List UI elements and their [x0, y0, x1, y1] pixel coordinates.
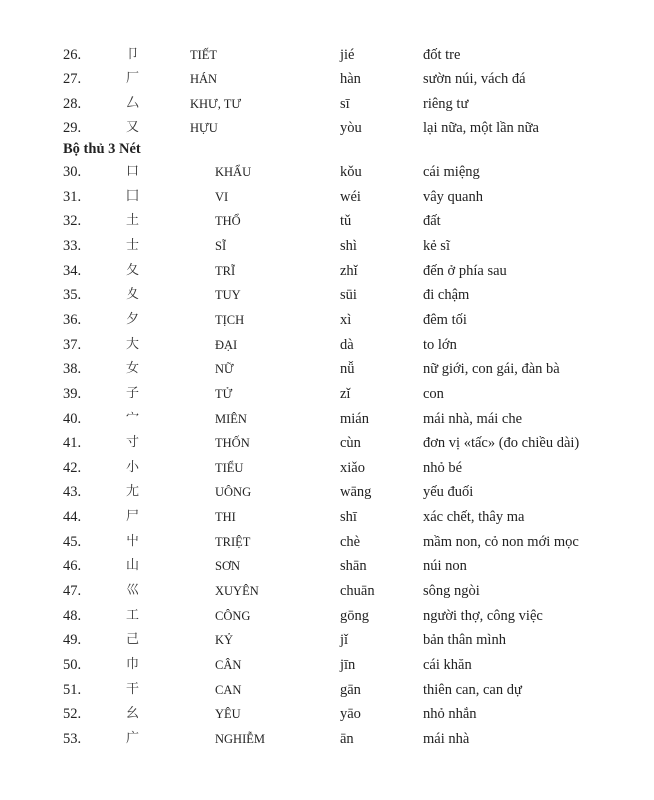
radical-meaning: đi chậm	[423, 287, 470, 304]
radical-number: 43.	[63, 484, 82, 501]
radical-sino-vietnamese-name: TRIỆT	[215, 534, 251, 549]
radical-meaning: vây quanh	[423, 188, 483, 205]
radical-pinyin: sī	[340, 95, 350, 112]
radical-number: 39.	[63, 385, 82, 402]
radical-row	[0, 67, 654, 91]
radical-number: 42.	[63, 459, 82, 476]
radical-meaning: sườn núi, vách đá	[423, 71, 526, 88]
radical-row	[0, 160, 654, 184]
radical-pinyin: kǒu	[340, 164, 362, 180]
radical-character: 厂	[126, 71, 140, 87]
radical-number: 50.	[63, 657, 82, 673]
radical-number: 37.	[63, 336, 82, 353]
radical-character: 囗	[126, 188, 140, 204]
radical-sino-vietnamese-name: MIÊN	[215, 411, 247, 426]
radical-meaning: to lớn	[423, 336, 457, 353]
radical-meaning: mầm non, cỏ non mới mọc	[423, 533, 579, 550]
radical-pinyin: xiǎo	[340, 459, 365, 476]
radical-character: 己	[126, 632, 140, 648]
radical-number: 44.	[63, 509, 82, 526]
radical-character: 夊	[126, 287, 140, 303]
radical-character: 巛	[126, 583, 140, 599]
radical-sino-vietnamese-name: NGHIỄM	[215, 731, 265, 746]
radical-character: 又	[126, 120, 140, 136]
radical-meaning: sông ngòi	[423, 583, 480, 600]
radical-row	[0, 480, 654, 504]
radical-pinyin: wéi	[340, 188, 361, 205]
radical-number: 34.	[63, 262, 82, 279]
radical-row	[0, 185, 654, 209]
radical-sino-vietnamese-name: TỊCH	[215, 312, 245, 327]
radical-row	[0, 407, 654, 431]
radical-pinyin: gān	[340, 681, 361, 698]
radical-row	[0, 727, 654, 751]
radical-meaning: thiên can, can dự	[423, 681, 522, 698]
radical-pinyin: shī	[340, 509, 357, 526]
section-heading: Bộ thủ 3 Nét	[63, 141, 141, 157]
radical-meaning: núi non	[423, 558, 467, 575]
radical-meaning: cái khăn	[423, 657, 472, 673]
radical-pinyin: jīn	[340, 657, 356, 673]
radical-character: 干	[126, 681, 140, 697]
radical-sino-vietnamese-name: ĐẠI	[215, 337, 238, 352]
radical-pinyin: jié	[340, 47, 355, 63]
radical-sino-vietnamese-name: CÂN	[215, 658, 242, 672]
radical-number: 52.	[63, 706, 82, 723]
radical-sino-vietnamese-name: TIỂU	[215, 460, 244, 475]
radical-number: 46.	[63, 558, 82, 575]
radical-character: 土	[126, 213, 140, 229]
radical-pinyin: chè	[340, 533, 361, 550]
radical-row	[0, 43, 654, 67]
radical-number: 53.	[63, 730, 82, 747]
radical-pinyin: nǚ	[340, 361, 355, 378]
radical-number: 35.	[63, 287, 82, 304]
radical-character: 幺	[126, 706, 140, 722]
radical-sino-vietnamese-name: KHƯ, TƯ	[190, 96, 242, 111]
radical-character: 卩	[126, 47, 140, 62]
radical-sino-vietnamese-name: THỔ	[215, 214, 241, 229]
radical-meaning: đốt tre	[423, 47, 461, 63]
radical-pinyin: jǐ	[340, 632, 349, 649]
radical-number: 45.	[63, 533, 82, 550]
radical-pinyin: tǔ	[340, 213, 352, 230]
radical-pinyin: yāo	[340, 706, 361, 723]
radical-row	[0, 702, 654, 726]
radical-row	[0, 456, 654, 480]
radical-row	[0, 333, 654, 357]
radical-row	[0, 92, 654, 116]
radical-pinyin: yòu	[340, 120, 362, 137]
radical-row	[0, 604, 654, 628]
radical-meaning: mái nhà	[423, 730, 470, 747]
radical-sino-vietnamese-name: THI	[215, 510, 236, 525]
radical-sino-vietnamese-name: THỐN	[215, 436, 250, 451]
radical-sino-vietnamese-name: CÔNG	[215, 608, 251, 623]
radical-row	[0, 628, 654, 652]
radical-character: 小	[126, 459, 140, 475]
radical-number: 29.	[63, 120, 82, 137]
radical-character: 子	[126, 385, 140, 401]
radical-meaning: người thợ, công việc	[423, 607, 543, 624]
radical-sino-vietnamese-name: TIẾT	[190, 48, 218, 62]
radical-meaning: cái miệng	[423, 164, 480, 180]
radical-sino-vietnamese-name: KHẨU	[215, 165, 252, 179]
radical-sino-vietnamese-name: KỶ	[215, 633, 234, 648]
radical-sino-vietnamese-name: HỰU	[190, 121, 218, 136]
radical-pinyin: cùn	[340, 435, 361, 452]
radical-number: 48.	[63, 607, 82, 624]
radical-character: 女	[126, 361, 140, 377]
radical-sino-vietnamese-name: CAN	[215, 682, 242, 697]
radical-meaning: đất	[423, 213, 441, 230]
radical-pinyin: shān	[340, 558, 367, 575]
radical-meaning: xác chết, thây ma	[423, 509, 525, 526]
radical-pinyin: zǐ	[340, 385, 351, 402]
radical-number: 47.	[63, 583, 82, 600]
radical-sino-vietnamese-name: NỮ	[215, 362, 234, 377]
radical-character: 巾	[126, 657, 140, 672]
radical-character: 夂	[126, 262, 140, 278]
radical-number: 26.	[63, 47, 82, 63]
radical-row	[0, 505, 654, 529]
radical-pinyin: zhǐ	[340, 262, 358, 279]
radical-sino-vietnamese-name: YÊU	[215, 707, 241, 722]
radical-meaning: mái nhà, mái che	[423, 410, 523, 427]
radical-character: 山	[126, 558, 140, 574]
radical-sino-vietnamese-name: SƠN	[215, 559, 241, 574]
radical-pinyin: mián	[340, 410, 369, 427]
radical-sino-vietnamese-name: VI	[215, 189, 229, 204]
radical-row	[0, 283, 654, 307]
radical-character: 大	[126, 336, 140, 352]
radical-row	[0, 357, 654, 381]
radical-pinyin: gōng	[340, 607, 369, 624]
radical-meaning: đơn vị «tấc» (đo chiều dài)	[423, 435, 580, 452]
radical-row	[0, 234, 654, 258]
radical-number: 40.	[63, 410, 82, 427]
radical-number: 49.	[63, 632, 82, 649]
radical-number: 36.	[63, 311, 82, 328]
radical-character: 士	[126, 237, 140, 253]
radical-pinyin: dà	[340, 336, 354, 353]
radical-row	[0, 382, 654, 406]
radical-pinyin: hàn	[340, 71, 361, 88]
radical-pinyin: ān	[340, 730, 354, 747]
radical-sino-vietnamese-name: HÁN	[190, 72, 218, 87]
radical-number: 41.	[63, 435, 82, 452]
radical-character: 尸	[126, 509, 140, 525]
radical-pinyin: sūi	[340, 287, 357, 304]
radical-meaning: lại nữa, một lần nữa	[423, 120, 539, 137]
radical-number: 33.	[63, 237, 82, 254]
radical-number: 31.	[63, 188, 82, 205]
radical-sino-vietnamese-name: TRĨ	[215, 263, 236, 278]
radical-number: 51.	[63, 681, 82, 698]
radical-character: 工	[126, 607, 140, 623]
radical-character: 口	[126, 164, 140, 179]
radical-sino-vietnamese-name: UÔNG	[215, 485, 252, 500]
radical-character: 屮	[126, 533, 140, 549]
radical-pinyin: xì	[340, 311, 352, 328]
radical-character: 尢	[126, 484, 140, 500]
radical-number: 32.	[63, 213, 82, 230]
radical-row	[0, 653, 654, 677]
radical-sino-vietnamese-name: XUYÊN	[215, 584, 259, 599]
radical-row	[0, 209, 654, 233]
radical-meaning: nhỏ nhắn	[423, 706, 477, 723]
radical-meaning: nhỏ bé	[423, 459, 463, 476]
radical-row	[0, 554, 654, 578]
radical-meaning: yếu đuối	[423, 484, 474, 501]
radical-character: 寸	[126, 435, 140, 451]
radical-sino-vietnamese-name: TUY	[215, 288, 241, 303]
radical-meaning: đêm tối	[423, 311, 467, 328]
radical-number: 28.	[63, 95, 82, 112]
radical-meaning: đến ở phía sau	[423, 262, 507, 279]
radical-pinyin: shì	[340, 237, 357, 254]
radical-row	[0, 530, 654, 554]
radical-character: 广	[126, 730, 140, 746]
radical-row	[0, 308, 654, 332]
radical-character: 夕	[126, 311, 140, 327]
radical-number: 38.	[63, 361, 82, 378]
radical-character: 厶	[126, 95, 140, 111]
radical-pinyin: wāng	[340, 484, 372, 501]
radical-meaning: riêng tư	[423, 95, 469, 112]
radical-meaning: bản thân mình	[423, 632, 506, 649]
radical-row	[0, 259, 654, 283]
radical-meaning: kẻ sĩ	[423, 237, 450, 254]
radical-row	[0, 431, 654, 455]
radical-meaning: con	[423, 385, 444, 402]
radical-row	[0, 579, 654, 603]
radical-number: 30.	[63, 164, 82, 180]
radical-sino-vietnamese-name: SĨ	[215, 238, 227, 253]
radical-number: 27.	[63, 71, 82, 88]
radical-row	[0, 678, 654, 702]
radical-pinyin: chuān	[340, 583, 375, 600]
radical-character: 宀	[126, 410, 140, 426]
radical-meaning: nữ giới, con gái, đàn bà	[423, 361, 560, 378]
radical-sino-vietnamese-name: TỬ	[215, 386, 233, 401]
